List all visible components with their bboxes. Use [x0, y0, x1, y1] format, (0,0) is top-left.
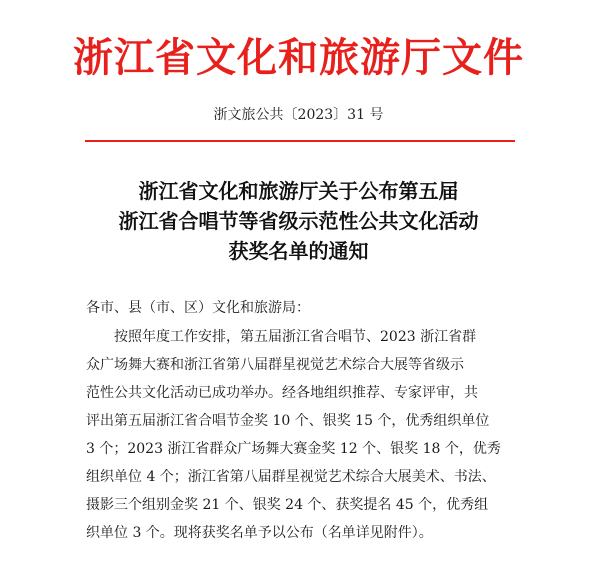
document-number: 浙文旅公共〔2023〕31 号: [213, 107, 384, 123]
body-line: 组织单位 4 个；浙江省第八届群星视觉艺术综合大展美术、书法、: [86, 469, 496, 485]
body-line: 评出第五届浙江省合唱节金奖 10 个、银奖 15 个，优秀组织单位: [86, 413, 490, 429]
notice-title-line-3: 获奖名单的通知: [228, 239, 369, 263]
body-line: 按照年度工作安排，第五届浙江省合唱节、2023 浙江省群: [114, 329, 477, 345]
red-divider-rule: [85, 140, 515, 142]
body-line: 摄影三个组别金奖 21 个、银奖 24 个、获奖提名 45 个，优秀组: [86, 497, 489, 513]
notice-title-line-1: 浙江省文化和旅游厅关于公布第五届: [138, 179, 459, 203]
body-line: 3 个；2023 浙江省群众广场舞大赛金奖 12 个、银奖 18 个，优秀: [86, 441, 501, 457]
body-line: 范性公共文化活动已成功举办。经各地组织推荐、专家评审，共: [86, 385, 478, 401]
notice-title: [0, 176, 597, 266]
salutation: 各市、县（市、区）文化和旅游局：: [86, 300, 310, 316]
body-line: 织单位 3 个。现将获奖名单予以公布（名单详见附件）。: [86, 525, 433, 541]
notice-title-line-2: 浙江省合唱节等省级示范性公共文化活动: [118, 209, 479, 233]
body-paragraph: [86, 323, 546, 547]
body-line: 众广场舞大赛和浙江省第八届群星视觉艺术综合大展等省级示: [86, 357, 464, 373]
masthead-title: 浙江省文化和旅游厅文件: [73, 34, 524, 81]
